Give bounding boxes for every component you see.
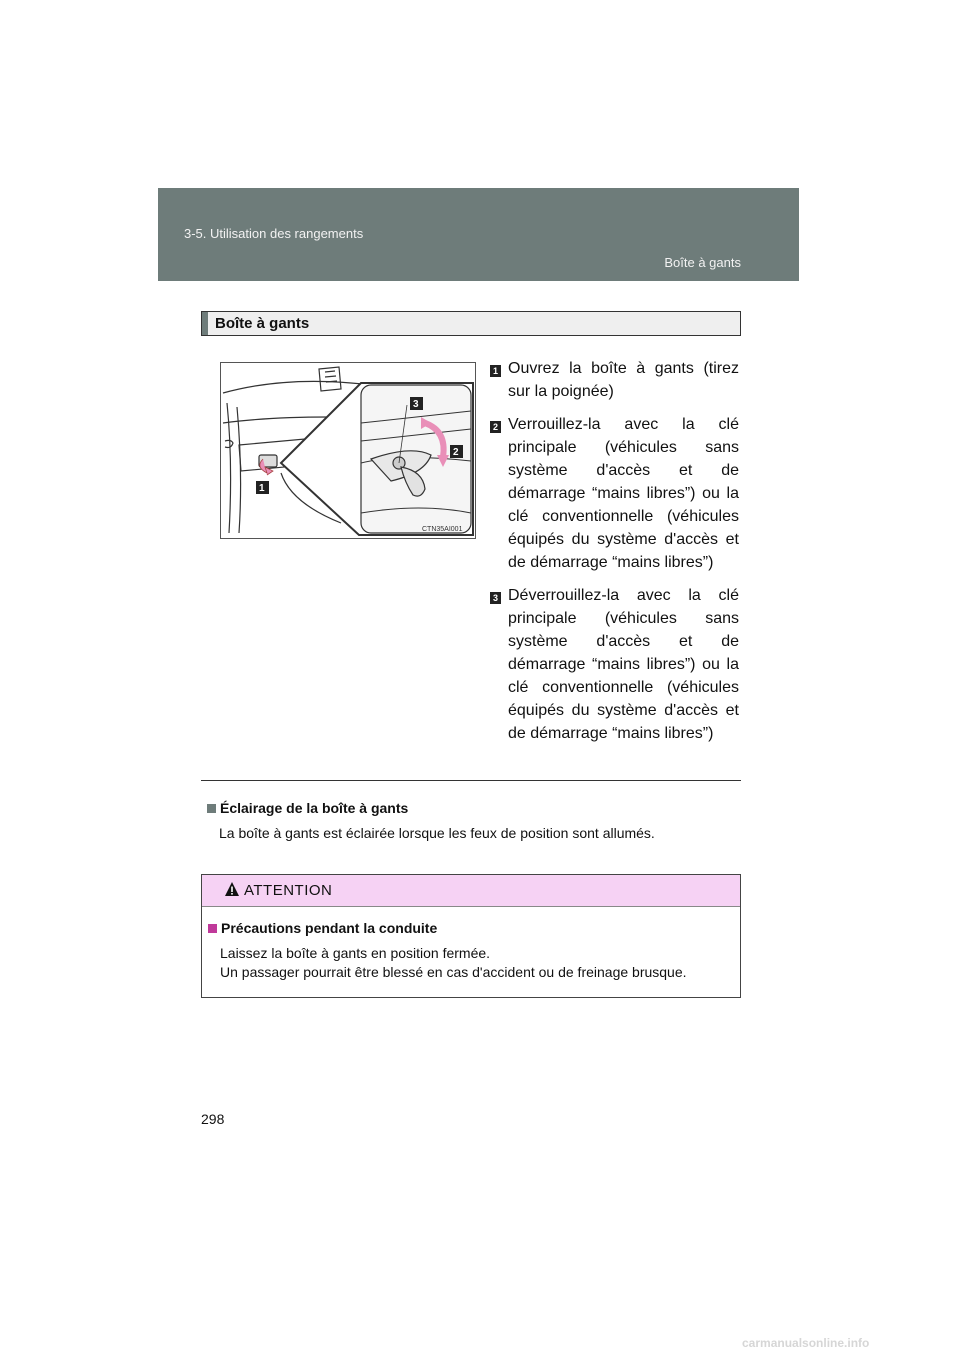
title-marker xyxy=(202,312,208,335)
glove-box-illustration xyxy=(220,362,476,539)
attention-box xyxy=(201,874,741,998)
step-number: 1 xyxy=(490,365,501,377)
step-text: Déverrouillez-la avec la clé principale (véhicules sans système d'accès et de démarrage “mains libres”) ou la clé conventionnelle (véhicules équipés du système d'accès et de démarrage “mains libres”) xyxy=(508,587,739,742)
subsection-label: Boîte à gants xyxy=(664,255,741,270)
callout-3: 3 xyxy=(413,399,419,410)
attention-line-2: Un passager pourrait être blessé en cas d'accident ou de freinage brusque. xyxy=(220,964,687,980)
section-label: 3-5. Utilisation des rangements xyxy=(184,226,364,241)
step-number: 2 xyxy=(490,421,501,433)
step-list xyxy=(490,357,739,755)
step-3 xyxy=(490,584,739,745)
note-body: La boîte à gants est éclairée lorsque les feux de position sont allumés. xyxy=(219,825,655,841)
square-bullet-icon xyxy=(208,924,217,933)
page-number: 298 xyxy=(201,1111,225,1127)
figure-code: CTN35AI001 xyxy=(422,526,463,533)
attention-header xyxy=(202,875,740,907)
watermark: carmanualsonline.info xyxy=(742,1336,870,1350)
section-title: Boîte à gants xyxy=(215,315,310,332)
attention-line-1: Laissez la boîte à gants en position fermée. xyxy=(220,945,491,961)
callout-1: 1 xyxy=(259,483,265,494)
page-header xyxy=(158,188,799,281)
section-title-bar xyxy=(201,311,741,336)
note-heading: Éclairage de la boîte à gants xyxy=(220,800,409,816)
attention-label: ATTENTION xyxy=(244,882,333,899)
attention-heading-row xyxy=(208,920,734,936)
step-1 xyxy=(490,357,739,403)
step-text: Ouvrez la boîte à gants (tirez sur la poignée) xyxy=(508,360,739,400)
step-number: 3 xyxy=(490,592,501,604)
square-bullet-icon xyxy=(207,804,216,813)
attention-content xyxy=(202,907,740,980)
warning-triangle-icon xyxy=(224,881,240,902)
step-text: Verrouillez-la avec la clé principale (véhicules sans système d'accès et de démarrage “mains libres”) ou la clé conventionnelle (véhicules équipés du système d'accès et de démarrage “mains libres”) xyxy=(508,416,739,571)
attention-heading: Précautions pendant la conduite xyxy=(221,920,438,936)
note-heading-row xyxy=(207,800,741,816)
callout-2: 2 xyxy=(453,447,459,458)
step-2 xyxy=(490,413,739,574)
section-divider xyxy=(201,780,741,781)
info-note xyxy=(207,800,741,841)
